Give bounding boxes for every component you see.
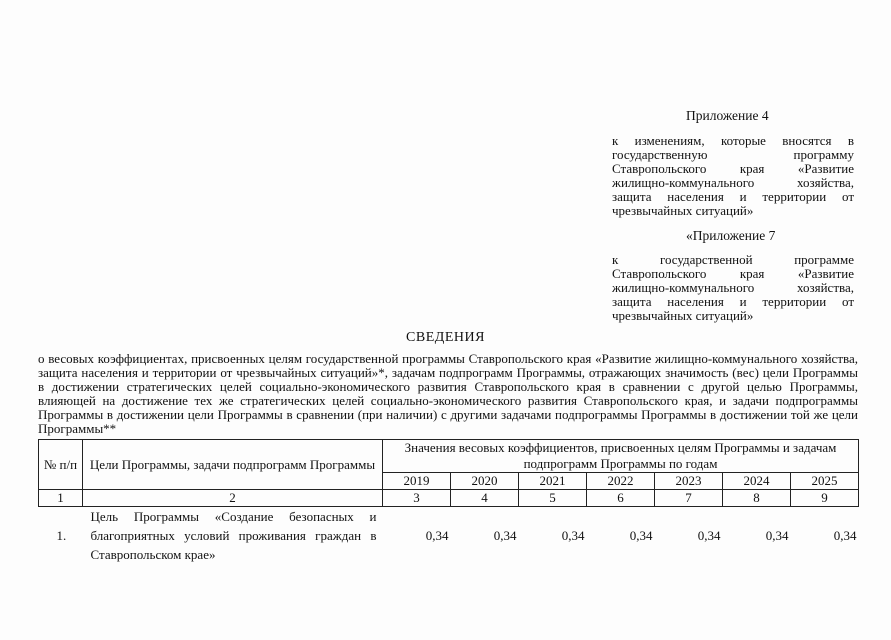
col-header-values: Значения весовых коэффициентов, присвоенных целям Программы и задачам подпрограмм Программы по годам [383,440,859,473]
col-header-num: № п/п [39,440,83,490]
row-value: 0,34 [493,527,517,543]
table-row [39,507,859,565]
appendix-4-heading: Приложение 4 [686,108,769,123]
year-header: 2022 [587,473,655,490]
row-goal: Цель Программы «Создание безопасных и благоприятных условий проживания граждан в Ставропольском крае» [90,509,377,562]
year-header: 2024 [723,473,791,490]
row-value: 0,34 [765,527,789,543]
document-subtitle: о весовых коэффициентах, присвоенных целям государственной программы Ставропольского края «Развитие жилищно-коммунального хозяйства, защита населения и территории от чрезвычайных ситуаций»*, задачам подпрограмм Программы, отражающих значимость (вес) цели Программы в достижении стратегических целей социально-экономического развития Ставропольского края в сравнении с другой целью Программы, влияющей на достижение тех же стратегических целей социально-экономического развития Ставропольского края, и задачи подпрограммы Программы в достижении цели Программы в сравнении (при наличии) с другими задачами подпрограммы Программы в достижении той же цели Программы** [38,351,858,436]
index-cell: 5 [519,490,587,507]
row-value: 0,34 [697,527,721,543]
row-value: 0,34 [561,527,585,543]
appendix-4-text: к изменениям, которые вносятся в государственную программу Ставропольского края «Развитие жилищно-коммунального хозяйства, защита населения и территории от чрезвычайных ситуаций» [612,133,854,218]
index-cell: 7 [655,490,723,507]
index-cell: 6 [587,490,655,507]
col-header-goals: Цели Программы, задачи подпрограмм Программы [83,440,383,490]
year-header: 2019 [383,473,451,490]
row-value: 0,34 [833,527,857,543]
weights-table [38,439,859,564]
index-cell: 3 [383,490,451,507]
index-cell: 4 [451,490,519,507]
index-cell: 9 [791,490,859,507]
index-cell: 2 [83,490,383,507]
appendix-7-heading: «Приложение 7 [686,228,776,243]
index-row [39,490,859,507]
year-header: 2025 [791,473,859,490]
year-header: 2023 [655,473,723,490]
appendix-7-text: к государственной программе Ставропольского края «Развитие жилищно-коммунального хозяйства, защита населения и территории от чрезвычайных ситуаций» [612,252,854,323]
row-value: 0,34 [629,527,653,543]
index-cell: 1 [39,490,83,507]
year-header: 2020 [451,473,519,490]
row-value: 0,34 [425,527,449,543]
document-title: СВЕДЕНИЯ [406,330,485,345]
row-num: 1. [56,527,67,543]
year-header: 2021 [519,473,587,490]
index-cell: 8 [723,490,791,507]
